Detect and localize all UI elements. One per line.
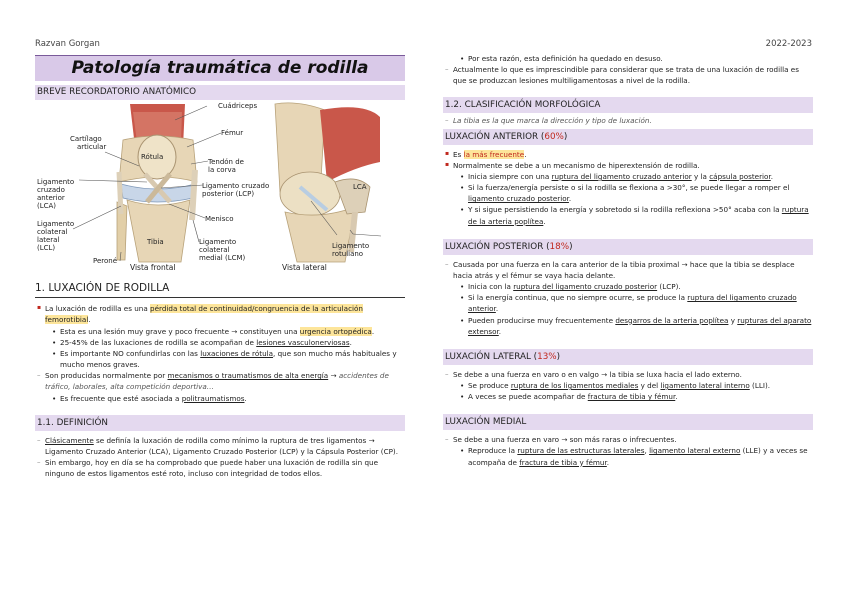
section-1-heading: 1. LUXACIÓN DE RODILLA [35,280,405,298]
definition-list [35,435,405,480]
label-lcl-2: colateral [37,228,68,236]
list-item: – Sin embargo, hoy en día se ha comprobado que puede haber una luxación de rodilla sin que ninguno de estos ligamentos esté roto, incluso con integridad de todos ellos. [35,457,405,479]
list-item: • Por esta razón, esta definición ha quedado en desuso. [443,53,813,64]
definition-continued [443,53,813,86]
list-item: • Si la energía continua, que no siempre ocurre, se produce la ruptura del ligamento cruzado anterior. [443,292,813,314]
knee-anatomy-illustration [35,102,405,274]
label-lig-rotuliano-2: rotuliano [332,250,364,258]
academic-year: 2022-2023 [765,39,812,49]
list-item: – Clásicamente se definía la luxación de rodilla como mínimo la ruptura de tres ligamentos → Ligamento Cruzado Anterior (LCA), Ligamento Cruzado Posterior (LCP) y la Cápsula Posterior (CP). [35,435,405,457]
label-cartilago-2: articular [77,143,107,151]
anatomy-heading: BREVE RECORDATORIO ANATÓMICO [35,85,405,100]
anterior-list [443,149,813,227]
label-lca-3: anterior [37,194,65,202]
author-name: Razvan Gorgan [35,39,100,49]
label-lcm-2: colateral [199,246,230,254]
label-cuadriceps: Cuádriceps [218,102,258,110]
list-item: • Y si sigue persistiendo la energía y sobretodo si la rodilla reflexiona >50° acaba con la ruptura de la arteria poplítea. [443,204,813,226]
lateral-list [443,369,813,402]
list-item: ▪ La luxación de rodilla es una pérdida total de continuidad/congruencia de la articulación femorotibial. [35,303,405,325]
label-lca-1: Ligamento [37,178,75,186]
medial-heading: LUXACIÓN MEDIAL [443,414,813,430]
label-menisco: Menisco [205,215,234,223]
label-vista-lateral: Vista lateral [282,263,327,272]
label-perone: Peroné [93,257,118,265]
right-column [443,53,813,468]
list-item: • Reproduce la ruptura de las estructuras laterales, ligamento lateral externo (LLE) y a veces se acompaña de fractura de tibia y fémur. [443,445,813,467]
label-lcl-1: Ligamento [37,220,75,228]
lateral-heading: LUXACIÓN LATERAL (13%) [443,349,813,365]
label-vista-frontal: Vista frontal [130,263,176,272]
label-tibia: Tibia [147,238,164,246]
classification-note [443,115,813,126]
label-lca-2: cruzado [37,186,65,194]
list-item: • Si la fuerza/energía persiste o si la rodilla se flexiona a >30°, se puede llegar a romper el ligamento cruzado posterior. [443,182,813,204]
list-item: – Se debe a una fuerza en varo → son más raras o infrecuentes. [443,434,813,445]
definition-heading: 1.1. DEFINICIÓN [35,415,405,431]
list-item: – Causada por una fuerza en la cara anterior de la tibia proximal → hace que la tibia se desplace hacia atrás y el fémur se vaya hacia delante. [443,259,813,281]
label-lca-lateral: LCA [353,183,367,191]
quadriceps-side [320,107,380,182]
list-item: – Actualmente lo que es imprescindible para considerar que se trata de una luxación de rodilla es que se produzcan lesiones multiligamentosas a nivel de la rodilla. [443,64,813,86]
label-lcm-3: medial (LCM) [199,254,246,262]
list-item: • Se produce ruptura de los ligamentos mediales y del ligamento lateral interno (LLI). [443,380,813,391]
label-lcm-1: Ligamento [199,238,237,246]
label-cartilago-1: Cartílago [70,135,102,143]
label-tendon-2: la corva [208,166,236,174]
list-item: • Pueden producirse muy frecuentemente desgarros de la arteria poplítea y rupturas del aparato extensor. [443,315,813,337]
list-item: • 25-45% de las luxaciones de rodilla se acompañan de lesiones vasculonerviosas. [35,337,405,348]
page-title: Patología traumática de rodilla [71,58,369,79]
list-item: • Es frecuente que esté asociada a politraumatismos. [35,393,405,404]
label-rotula: Rótula [141,153,164,161]
left-column [35,55,405,479]
list-item: • Es importante NO confundirlas con las luxaciones de rótula, que son mucho más habituales y mucho menos graves. [35,348,405,370]
section-1-list [35,303,405,403]
lcm-band [192,170,195,220]
list-item: ▪ Es la más frecuente. [443,149,813,160]
list-item: • A veces se puede acompañar de fractura de tibia y fémur. [443,391,813,402]
classification-heading: 1.2. CLASIFICACIÓN MORFOLÓGICA [443,97,813,113]
title-banner [35,55,405,81]
list-item: ▪ Normalmente se debe a un mecanismo de hiperextensión de rodilla. [443,160,813,171]
label-lcl-3: lateral [37,236,60,244]
lcl-band [119,172,121,214]
list-item: – Se debe a una fuerza en varo o en valgo → la tibia se luxa hacia el lado externo. [443,369,813,380]
medial-list [443,434,813,467]
label-femur: Fémur [221,129,244,137]
anterior-heading: LUXACIÓN ANTERIOR (60%) [443,129,813,145]
list-item: • Inicia siempre con una ruptura del ligamento cruzado anterior y la cápsula posterior. [443,171,813,182]
list-item: • Inicia con la ruptura del ligamento cruzado posterior (LCP). [443,281,813,292]
list-item: – La tibia es la que marca la dirección y tipo de luxación. [443,115,813,126]
label-lca-4: (LCA) [37,202,57,210]
label-lcp-2: posterior (LCP) [202,190,255,198]
tibia-front [127,200,190,262]
label-tendon-1: Tendón de [208,158,244,166]
label-lig-rotuliano-1: Ligamento [332,242,370,250]
list-item: – Son producidas normalmente por mecanismos o traumatismos de alta energía → accidentes de tráfico, laborales, alta competición deportiva… [35,370,405,392]
posterior-list [443,259,813,337]
label-lcp-1: Ligamento cruzado [202,182,270,190]
label-lcl-4: (LCL) [37,244,56,252]
posterior-heading: LUXACIÓN POSTERIOR (18%) [443,239,813,255]
list-item: • Esta es una lesión muy grave y poco frecuente → constituyen una urgencia ortopédica. [35,326,405,337]
